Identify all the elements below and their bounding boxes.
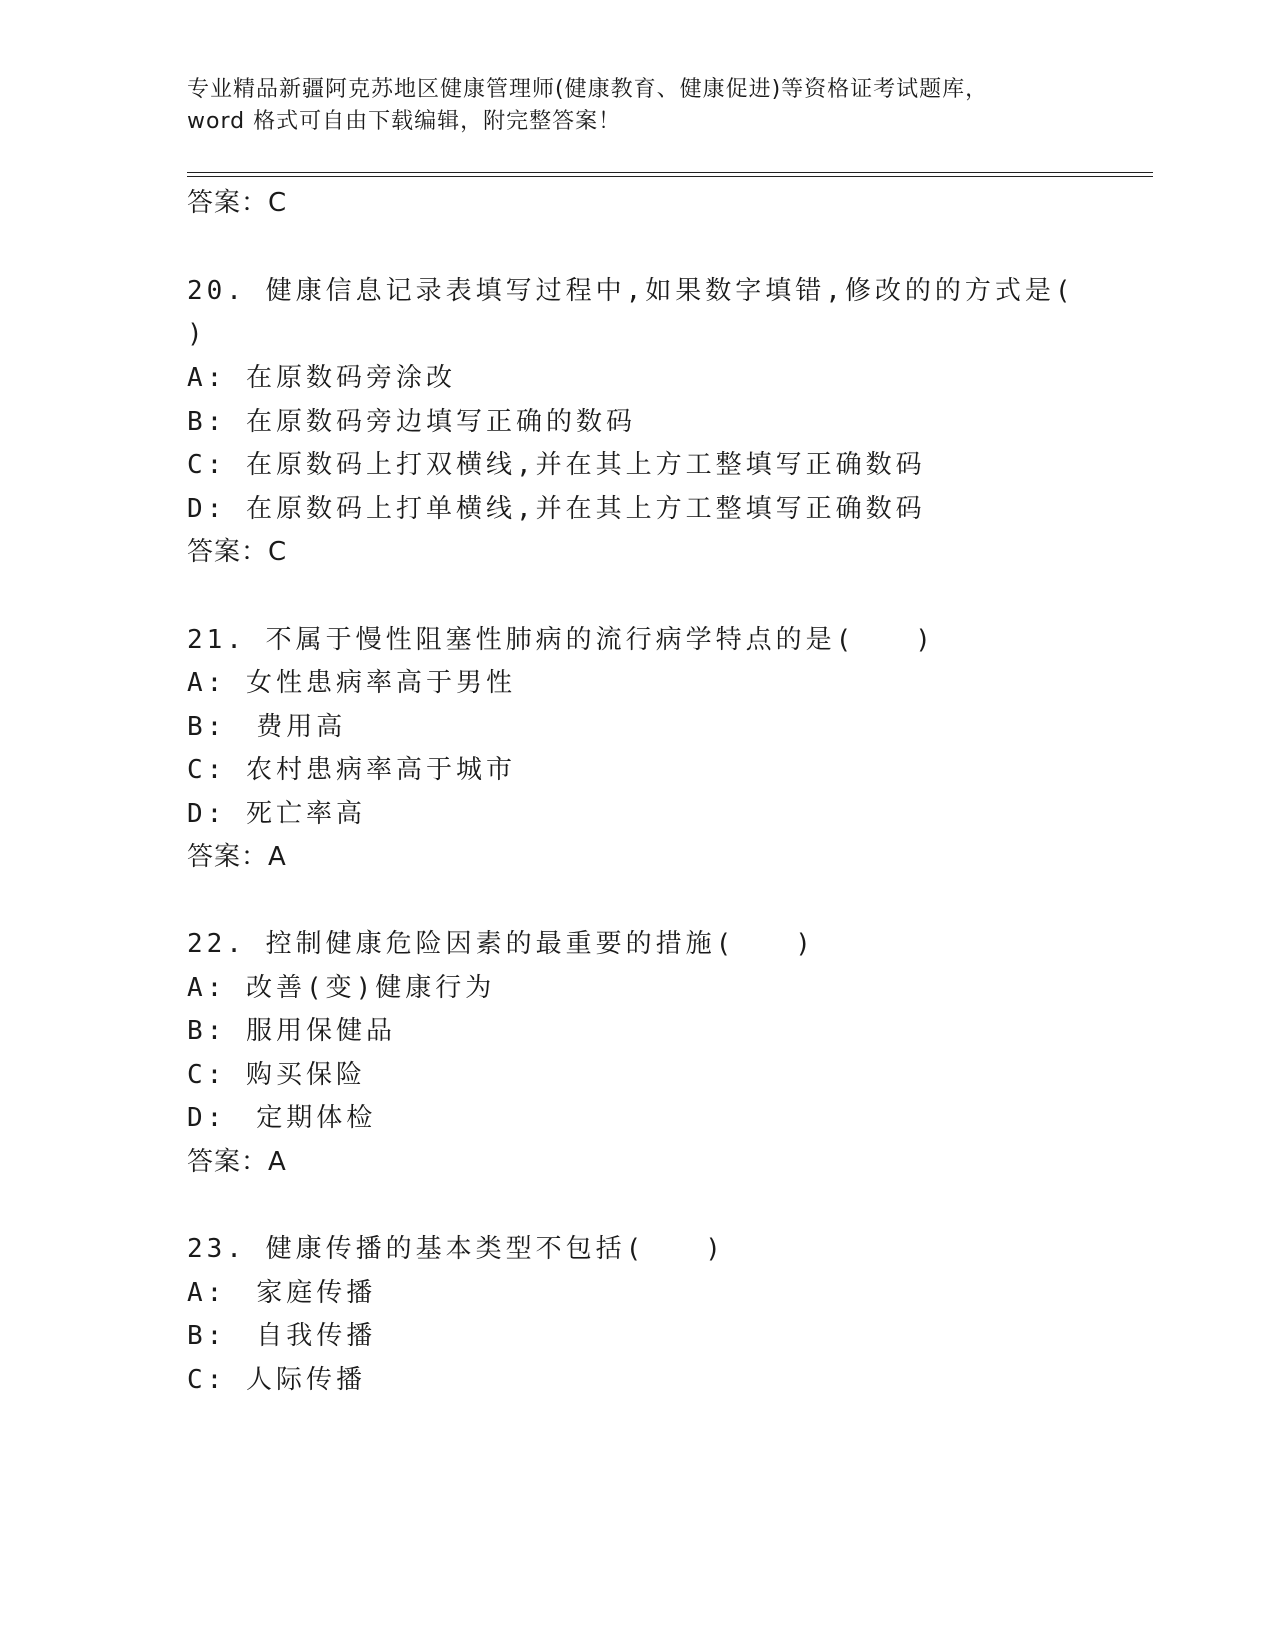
question-21-option-a: A: 女性患病率高于男性 (187, 668, 516, 698)
question-20-stem: 20. 健康信息记录表填写过程中,如果数字填错,修改的的方式是( (187, 276, 1075, 306)
answer-19: 答案：C (187, 188, 288, 218)
question-20-stem-cont: ) (187, 319, 207, 349)
header-divider-top (187, 172, 1153, 173)
question-20-option-a: A: 在原数码旁涂改 (187, 363, 456, 393)
header-line-1: 专业精品新疆阿克苏地区健康管理师(健康教育、健康促进)等资格证考试题库， (187, 77, 989, 102)
question-20-option-d: D: 在原数码上打单横线,并在其上方工整填写正确数码 (187, 494, 926, 524)
answer-21: 答案：A (187, 842, 287, 872)
question-22-stem: 22. 控制健康危险因素的最重要的措施( ) (187, 929, 815, 959)
question-23-option-b: B: 自我传播 (187, 1321, 377, 1351)
question-21-option-d: D: 死亡率高 (187, 799, 366, 829)
question-23-stem: 23. 健康传播的基本类型不包括( ) (187, 1234, 725, 1264)
question-20-option-b: B: 在原数码旁边填写正确的数码 (187, 407, 636, 437)
question-23-option-c: C: 人际传播 (187, 1365, 366, 1395)
question-23-option-a: A: 家庭传播 (187, 1278, 377, 1308)
answer-20: 答案：C (187, 537, 288, 567)
question-21-stem: 21. 不属于慢性阻塞性肺病的流行病学特点的是( ) (187, 625, 935, 655)
question-21-option-c: C: 农村患病率高于城市 (187, 755, 516, 785)
document-header (187, 74, 1087, 138)
header-divider-bottom (187, 176, 1153, 177)
question-22-option-b: B: 服用保健品 (187, 1016, 396, 1046)
answer-22: 答案：A (187, 1147, 287, 1177)
header-line-2: word 格式可自由下载编辑，附完整答案！ (187, 109, 622, 134)
question-22-option-d: D: 定期体检 (187, 1103, 377, 1133)
question-22-option-c: C: 购买保险 (187, 1060, 366, 1090)
question-21-option-b: B: 费用高 (187, 712, 347, 742)
question-20-option-c: C: 在原数码上打双横线,并在其上方工整填写正确数码 (187, 450, 926, 480)
question-22-option-a: A: 改善(变)健康行为 (187, 973, 496, 1003)
